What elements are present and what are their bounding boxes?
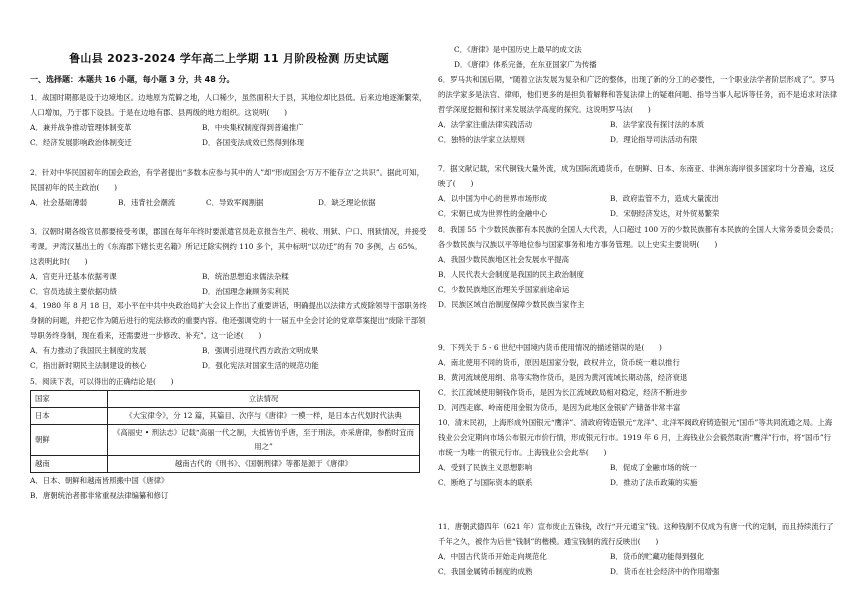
table-row (31, 425, 420, 456)
question-4 (30, 298, 428, 373)
section-heading: 一、选择题：本题共 16 小题，每小题 3 分，共 48 分。 (30, 75, 235, 84)
option-b[interactable]: B．政府监管不力，造成大量流出 (610, 194, 719, 203)
table-header-cell: 国家 (31, 391, 108, 408)
option-c[interactable]: C．长江流域使用铜钱作货币，是因为长江流域政局相对稳定，经济不断进步 (438, 388, 688, 397)
option-a[interactable]: A．官吏升迁基本依据考课 (30, 272, 117, 281)
question-stem: 5．阅读下表，可以得出的正确结论是( ) (30, 377, 174, 386)
option-c[interactable]: C．《唐律》是中国历史上最早的成文法 (454, 45, 582, 54)
question-2 (30, 165, 428, 210)
question-stem: 1．战国时期都是设于边境地区。边地原为荒僻之地，人口稀少，虽然面积大于县，其地位却比县低。后来边地逐渐繁荣，人口增加，乃于郡下设县。于是在边地有郡、县两级的地方组织。这说明( ) (30, 93, 427, 117)
question-stem: 6．罗马共和国后期，“随着立法发展为复杂和广泛的整体，出现了新的分工的必要性，一个职业法学者阶层形成了”。罗马的法学家多是法官、律师，他们更多的是担负着解释和答复法律上的疑难问题、指导当事人起诉等任务，而不是追求对法律哲学深度挖掘和探讨来发展法学高度的探究。这说明罗马法( ) (438, 75, 838, 114)
option-a[interactable]: A．兼并战争推动管理体制变革 (30, 123, 132, 132)
option-b[interactable]: B．促成了金融市场的统一 (610, 463, 697, 472)
option-d[interactable]: D．民族区域自治制度保障少数民族当家作主 (438, 300, 585, 309)
option-b[interactable]: B．黄河流域使用绢、帛等实物作货币，是因为黄河流域长期动荡，经济衰退 (438, 373, 688, 382)
option-c[interactable]: C．导致军阀割据 (206, 198, 264, 207)
option-b[interactable]: B．法学家没有探讨法的本质 (610, 120, 705, 129)
question-3 (30, 224, 428, 299)
option-a[interactable]: A．南北使用不同的货币，原因是国家分裂，政权并立，货币统一难以推行 (438, 358, 680, 367)
question-stem: 10．清末民初，上海形成外国银元“鹰洋”、清政府铸造银元“龙洋”、北洋军阀政府铸造银元“国币”等共同流通之局。上海钱业公会定期向市场公布银元市价行情，形成银元行市。1919 年 6 月，上海钱业公会毅然取消“鹰洋”行市，将“国币”行市统一为唯一的银元行市。上海钱业公会此举( ) (438, 418, 833, 457)
option-c[interactable]: C．经济发展影响政治体制变迁 (30, 138, 132, 147)
option-a[interactable]: A．受到了民族主义思想影响 (438, 463, 533, 472)
option-a[interactable]: A．有力推动了我国民主制度的发展 (30, 346, 147, 355)
option-d[interactable]: D．货币在社会经济中的作用增强 (610, 567, 720, 576)
option-a[interactable]: A．社会基础薄弱 (30, 198, 88, 207)
option-d[interactable]: D．缺乏理论依据 (318, 198, 376, 207)
option-b[interactable]: B．强调引进现代西方政治文明成果 (202, 346, 319, 355)
option-c[interactable]: C．官员选拔主要依据功绩 (30, 287, 117, 296)
table-header-cell: 立法情况 (108, 391, 420, 408)
table-cell-country: 日本 (31, 408, 108, 425)
option-c[interactable]: C．少数民族地区治理关乎国家前途命运 (438, 285, 570, 294)
option-b[interactable]: B．违背社会潮流 (118, 198, 176, 207)
table-cell-country: 朝鲜 (31, 425, 108, 456)
option-c[interactable]: C．宋朝已成为世界性的金融中心 (438, 209, 548, 218)
option-d[interactable]: D．治国理念兼顾务实利民 (202, 287, 290, 296)
question-8 (438, 222, 838, 312)
table-cell-legislation: 《高丽史 • 刑法志》记载“高丽一代之制，大抵皆仿乎唐，至于刑法，亦采唐律，参酌时宜而用之” (108, 425, 420, 456)
question-stem: 8．我国 55 个少数民族都有本民族的全国人大代表，人口超过 100 万的少数民族都有本民族的全国人大常务委员会委员；各少数民族与汉族以平等地位参与国家事务和地方事务管理。以上史实主要说明( ) (438, 225, 838, 249)
question-6 (438, 72, 838, 147)
question-stem: 4．1980 年 8 月 18 日，邓小平在中共中央政治局扩大会议上作出了重要讲话，明确提出以法律方式废除领导干部职务终身制的问题，并把它作为随后进行的宪法修改的重要内容。他还强调党的十一届五中全会讨论的党章草案提出“废除干部领导职务终身制，现在看来，还需要进一步修改、补充”。这一论述( ) (30, 301, 427, 340)
option-d[interactable]: D．《唐律》体系完备，在东亚国家广为传播 (454, 60, 597, 69)
question-stem: 3．汉朝时期各级官员都要接受考课，郡国在每年年终时要派遣官员赴京报告生产、税收、刑狱、户口、刑狱情况，并接受考课。尹湾汉墓出土的《东海郡下辖长吏名籍》所记迁除实例约 110 多个，其中标明“以功迁”的有 70 多例，占 65%。这表明此时( ) (30, 227, 427, 266)
option-a[interactable]: A．中国古代货币开始走向规范化 (438, 552, 547, 561)
question-stem: 2．针对中华民国初年的国会政治，有学者提出“多数本应参与其中的人”却“形成国会‘万万不能存立’之共识”。据此可知，民国初年的民主政治( ) (30, 168, 425, 192)
question-stem: 11．唐朝武德四年（621 年）宣布废止五铢钱，改行“开元通宝”钱。这种钱制不仅成为有唐一代的定制，而且持续流行了千年之久，被作为后世“钱制”的楷模。通宝钱制的流行反映出( ) (438, 522, 834, 546)
table-cell-legislation: 《大宝律令》，分 12 篇，其篇目、次序与《唐律》一模一样，是日本古代划时代法典 (108, 408, 420, 425)
option-c[interactable]: C．指出新时期民主法制建设的核心 (30, 361, 147, 370)
legislation-table (30, 390, 420, 473)
option-c[interactable]: C．断绝了与国际资本的联系 (438, 478, 533, 487)
option-d[interactable]: D．强化宪法对国家生活的规范功能 (202, 361, 319, 370)
question-stem: 7．据文献记载，宋代铜钱大量外流，成为国际流通货币，在朝鲜、日本、东南亚、非洲东海岸很多国家均十分普遍，这反映了( ) (438, 164, 835, 188)
question-9 (438, 340, 838, 415)
table-row (31, 456, 420, 473)
question-1 (30, 90, 428, 150)
exam-title: 鲁山县 2023-2024 学年高二上学期 11 月阶段检测 历史试题 (69, 52, 389, 65)
question-stem: 9．下列关于 5 - 6 世纪中国境内货币使用情况的描述错误的是( ) (438, 343, 662, 352)
table-cell-legislation: 越南古代的《刑书》、《国朝刑律》等都是源于《唐律》 (108, 456, 420, 473)
question-5 (30, 374, 428, 503)
option-c[interactable]: C．独特的法学家立法原则 (438, 135, 525, 144)
option-b[interactable]: B．唐朝统治者都非常重视法律编纂和修订 (30, 491, 169, 500)
table-cell-country: 越南 (31, 456, 108, 473)
question-11 (438, 519, 838, 579)
option-d[interactable]: D．理论指导司法活动有限 (610, 135, 698, 144)
question-10 (438, 415, 838, 490)
option-d[interactable]: D．宋朝经济发达，对外贸易繁荣 (610, 209, 720, 218)
question-5-continued (438, 42, 838, 72)
option-b[interactable]: B．统治思想追求儒法杂糅 (202, 272, 289, 281)
option-b[interactable]: B．货币的贮藏功能得到强化 (610, 552, 705, 561)
option-c[interactable]: C．我国金属铸币制度的成熟 (438, 567, 533, 576)
option-a[interactable]: A．日本、朝鲜和越南皆照搬中国《唐律》 (30, 476, 169, 485)
question-7 (438, 161, 838, 221)
option-a[interactable]: A．以中国为中心的世界市场形成 (438, 194, 547, 203)
option-d[interactable]: D．各国变法成效已然得到体现 (202, 138, 305, 147)
table-header-row (31, 391, 420, 408)
table-row (31, 408, 420, 425)
option-d[interactable]: D．推动了法币政策的实施 (610, 478, 698, 487)
option-b[interactable]: B．人民代表大会制度是我国的民主政治制度 (438, 270, 584, 279)
option-d[interactable]: D．河西走廊、岭南使用金银为货币，是因为此地区金银矿产储备非常丰富 (438, 403, 681, 412)
option-b[interactable]: B．中央集权制度得到普遍推广 (202, 123, 304, 132)
option-a[interactable]: A．法学家注重法律实践活动 (438, 120, 533, 129)
option-a[interactable]: A．我国少数民族地区社会发展水平提高 (438, 255, 569, 264)
